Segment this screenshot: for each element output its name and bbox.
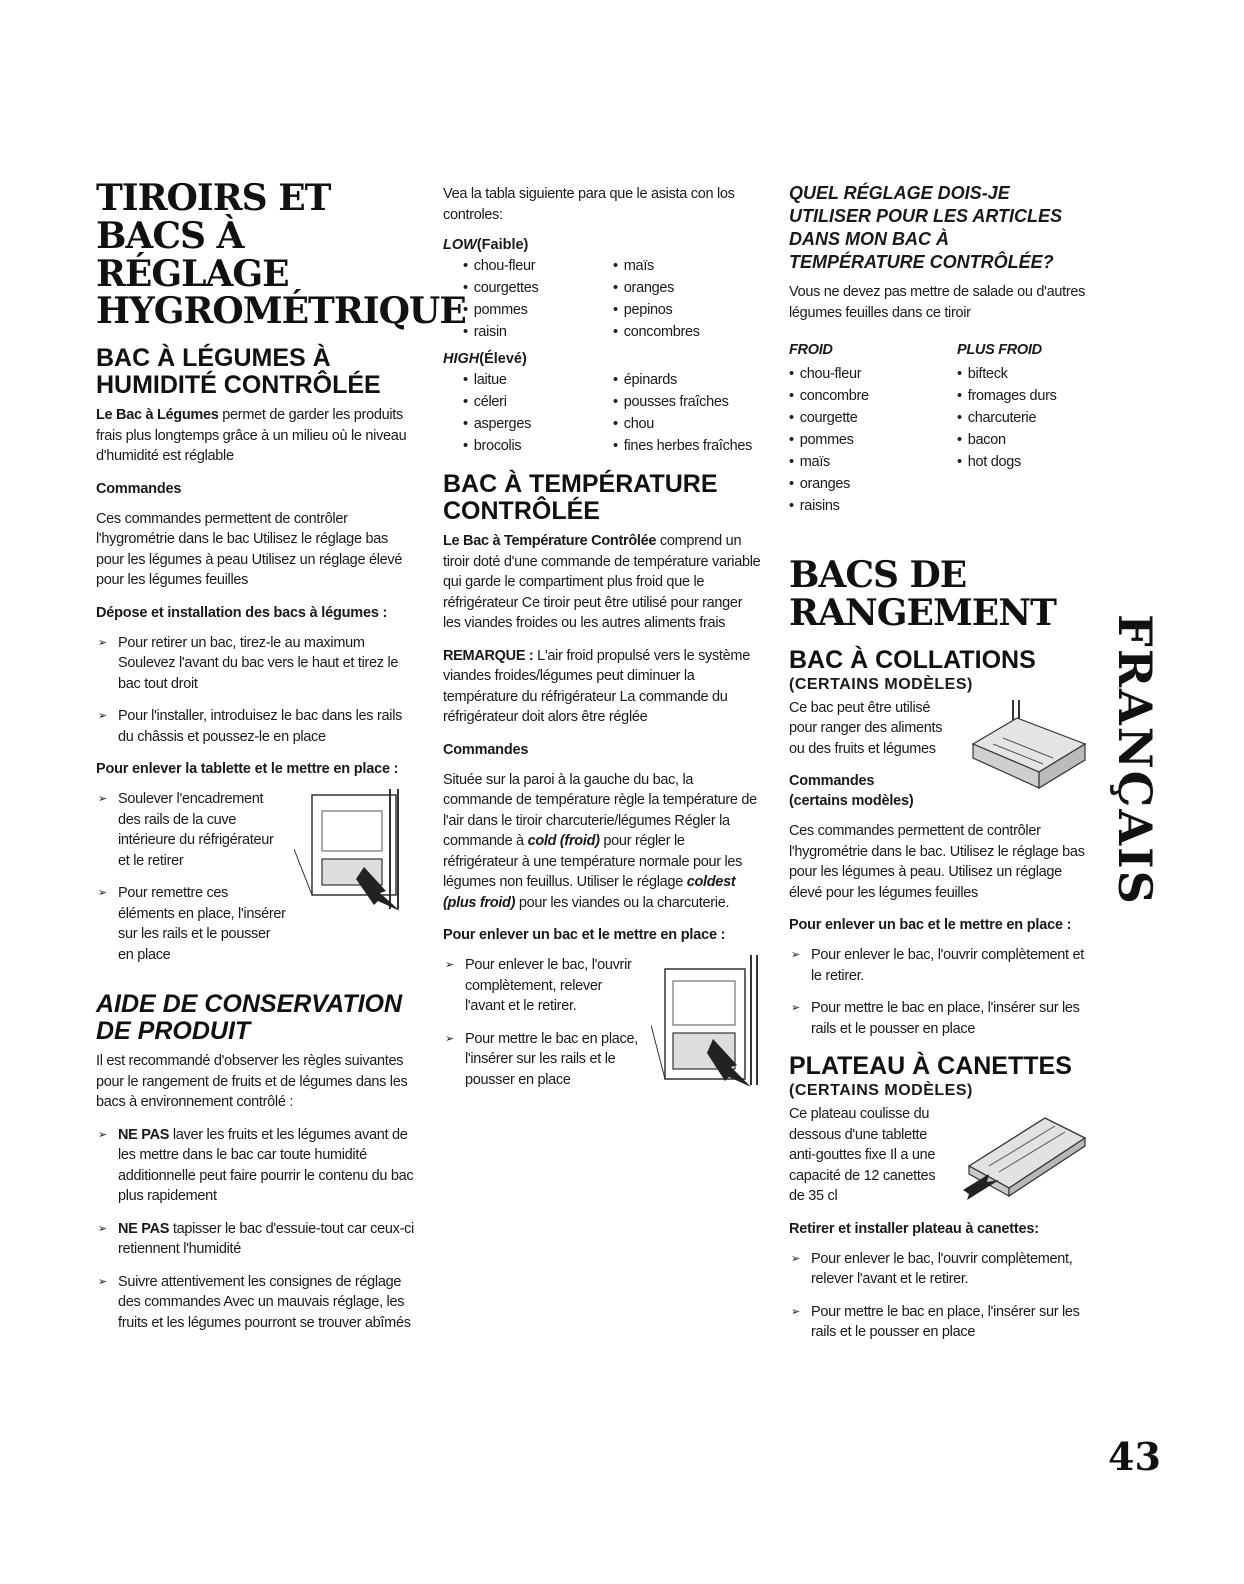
intro-paragraph: Vea la tabla siguiente para que le asista con los controles: [443, 186, 735, 223]
term-bac-legumes: Le Bac à Légumes [96, 407, 219, 424]
language-tab-label: FRANÇAIS [1108, 614, 1163, 906]
high-heading [443, 351, 763, 367]
commandes-label: Commandes [443, 741, 529, 758]
list-item: • concombres [613, 321, 773, 343]
paragraph-commandes [443, 770, 763, 914]
list-item: • asperges [463, 413, 613, 435]
high-paren: (Élevé) [479, 351, 527, 367]
list-item: • brocolis [463, 435, 613, 457]
list-item: • charcuterie [957, 407, 1097, 429]
high-label: HIGH [443, 351, 480, 367]
low-paren: (Faible) [476, 237, 529, 253]
section-heading-quel-reglage: QUEL RÉGLAGE DOIS-JE UTILISER POUR LES ARTICLES DANS MON BAC À TEMPÉRATURE CONTRÔLÉE? [789, 183, 1063, 272]
column-right [789, 182, 1089, 1355]
list-item: • hot dogs [957, 451, 1097, 473]
list-item: • chou-fleur [463, 255, 613, 277]
language-tab [1108, 614, 1163, 906]
froid-table [789, 335, 1089, 517]
list-item [96, 1125, 414, 1207]
commandes-models-note: (certains modèles) [789, 793, 914, 810]
list-item: • fines herbes fraîches [613, 435, 773, 457]
list-item: • maïs [789, 451, 957, 473]
plateau-models-note: (CERTAINS MODÈLES) [789, 1082, 973, 1100]
term-bac-temperature: Le Bac à Température Contrôlée [443, 533, 657, 549]
enlever-label: Pour enlever un bac et le mettre en place : [789, 917, 1072, 934]
list-item: ➢ Soulever l'encadrement des rails de la cuve intérieure du réfrigérateur et le retirer [96, 789, 414, 871]
snack-bin-illustration [967, 698, 1089, 807]
list-item: • pommes [789, 429, 957, 451]
list-item: ➢ Pour enlever le bac, l'ouvrir complètement, relever l'avant et le retirer. [443, 955, 763, 1017]
list-item: • maïs [613, 255, 773, 277]
section-heading-temperature: BAC À TEMPÉRATURE CONTRÔLÉE [443, 470, 718, 525]
list-item: • fromages durs [957, 385, 1097, 407]
list-item: ➢ Pour l'installer, introduisez le bac dans les rails du châssis et poussez-le en place [96, 706, 414, 747]
plus-froid-label: PLUS FROID [957, 342, 1042, 358]
list-item: • bifteck [957, 363, 1097, 385]
depose-label: Dépose et installation des bacs à légumes : [96, 604, 388, 621]
list-item: • pousses fraîches [613, 391, 773, 413]
list-item: • concombre [789, 385, 957, 407]
list-item: • chou-fleur [789, 363, 957, 385]
list-item: • oranges [789, 473, 957, 495]
list-item: • raisin [463, 321, 613, 343]
list-item: • pommes [463, 299, 613, 321]
remarque-text: L'air froid propulsé vers le système viandes froides/légumes peut diminuer la température du réfrigérateur La commande du réfrigérateur doit alors être réglée [443, 647, 750, 725]
low-heading [443, 237, 763, 253]
list-item-text: tapisser le bac d'essuie-tout car ceux-ci retiennent l'humidité [118, 1220, 414, 1258]
retirer-list [789, 1249, 1089, 1343]
retirer-label: Retirer et installer plateau à canettes: [789, 1220, 1039, 1237]
emphasis: NE PAS [118, 1126, 170, 1143]
list-item: • courgettes [463, 277, 613, 299]
paragraph-quel: Vous ne devez pas mettre de salade ou d'autres légumes feuilles dans ce tiroir [789, 284, 1086, 321]
commandes-label: Commandes [96, 480, 182, 497]
list-item-text: laver les fruits et les légumes avant de les mettre dans le bac car toute humidité additionnelle peut faire pourrir le contenu du bac plus rapidement [118, 1126, 414, 1205]
paragraph-commandes: Ces commandes permettent de contrôler l'hygrométrie dans le bac. Utilisez le réglage bas pour les légumes à peau. Utilisez un réglage élevé pour les légumes feuilles [789, 823, 1085, 901]
aide-list [96, 1125, 414, 1334]
list-item: • bacon [957, 429, 1097, 451]
paragraph-collations: Ce bac peut être utilisé pour ranger des aliments ou des fruits et légumes [789, 699, 943, 757]
high-list [443, 369, 763, 457]
list-item [96, 1219, 414, 1260]
list-item: ➢ Pour retirer un bac, tirez-le au maximum Soulevez l'avant du bac vers le haut et tirez le bac tout droit [96, 633, 414, 695]
section-title-rangement: BACS DE RANGEMENT [789, 554, 1056, 634]
paragraph-temperature-text: comprend un tiroir doté d'une commande de température variable qui garde le compartiment plus froid que le réfrigérateur Ce tiroir peut être utilisé pour ranger les viandes froides ou les autres aliments frais [443, 533, 761, 631]
can-tray-illustration [959, 1104, 1089, 1209]
page-number: 43 [1108, 1434, 1161, 1479]
paragraph-plateau: Ce plateau coulisse du dessous d'une tablette anti-gouttes fixe Il a une capacité de 12 canettes de 35 cl [789, 1106, 936, 1205]
list-item: • raisins [789, 495, 957, 517]
page-title: TIROIRS ET BACS À RÉGLAGE HYGROMÉTRIQUE [96, 177, 466, 333]
emphasis: NE PAS [118, 1220, 170, 1237]
list-item: • oranges [613, 277, 773, 299]
paragraph-legumes-text: permet de garder les produits frais plus longtemps grâce à un milieu où le niveau d'humidité est réglable [96, 407, 407, 465]
section-heading-plateau: PLATEAU À CANETTES [789, 1052, 1072, 1081]
enlever-label: Pour enlever un bac et le mettre en place : [443, 927, 726, 943]
section-heading-collations: BAC À COLLATIONS [789, 645, 1036, 674]
list-item: • pepinos [613, 299, 773, 321]
enlever-list [789, 945, 1089, 1039]
setting-cold: cold (froid) [527, 833, 600, 849]
setting-coldest: coldest (plus froid) [443, 874, 736, 911]
paragraph-legumes [96, 405, 414, 467]
list-item: • épinards [613, 369, 773, 391]
froid-label: FROID [789, 342, 833, 358]
list-item: ➢ Pour enlever le bac, l'ouvrir complètement et le retirer. [789, 945, 1089, 986]
paragraph-aide: Il est recommandé d'observer les règles suivantes pour le rangement de fruits et de légumes dans les bacs à environnement contrôlé : [96, 1053, 408, 1111]
commandes-label: Commandes [789, 773, 875, 790]
list-item: • chou [613, 413, 773, 435]
list-item: • courgette [789, 407, 957, 429]
commandes-text-3: pour les viandes ou la charcuterie. [515, 894, 730, 911]
list-item: ➢ Pour remettre ces éléments en place, l'insérer sur les rails et le pousser en place [96, 883, 414, 965]
list-item: ➢ Pour enlever le bac, l'ouvrir complètement, relever l'avant et le retirer. [789, 1249, 1089, 1290]
list-item: • céleri [463, 391, 613, 413]
depose-list [96, 633, 414, 748]
section-heading-legumes: BAC À LÉGUMES À HUMIDITÉ CONTRÔLÉE [96, 344, 381, 400]
list-item: ➢ Pour mettre le bac en place, l'insérer sur les rails et le pousser en place [789, 1302, 1089, 1343]
column-middle [443, 184, 763, 1104]
commandes-text-2: pour régler le réfrigérateur à une température normale pour les légumes non feuillus. Utiliser le réglage [443, 833, 743, 890]
list-item: ➢ Pour mettre le bac en place, l'insérer sur les rails et le pousser en place [789, 998, 1089, 1039]
low-label: LOW [443, 237, 477, 253]
tablette-label: Pour enlever la tablette et le mettre en place : [96, 761, 399, 778]
section-heading-aide: AIDE DE CONSERVATION DE PRODUIT [96, 990, 403, 1046]
list-item-text: Suivre attentivement les consignes de réglage des commandes Avec un mauvais réglage, les fruits et les légumes pourront se trouver abîmés [118, 1273, 411, 1331]
list-item: ➢ Pour mettre le bac en place, l'insérer sur les rails et le pousser en place [443, 1029, 763, 1091]
collations-models-note: (CERTAINS MODÈLES) [789, 675, 973, 693]
paragraph-remarque [443, 646, 763, 728]
paragraph-temperature [443, 531, 763, 634]
paragraph-commandes: Ces commandes permettent de contrôler l'hygrométrie dans le bac Utilisez le réglage bas pour les légumes à peau Utilisez un réglage élevé pour les légumes feuilles [96, 510, 403, 589]
list-item [96, 1272, 414, 1334]
commandes-text-1: Située sur la paroi à la gauche du bac, la commande de température règle la température de l'air dans le tiroir charcuterie/légumes Régler la commande à [443, 771, 757, 849]
list-item: • laitue [463, 369, 613, 391]
low-list [443, 255, 763, 343]
remarque-label: REMARQUE : [443, 647, 534, 664]
